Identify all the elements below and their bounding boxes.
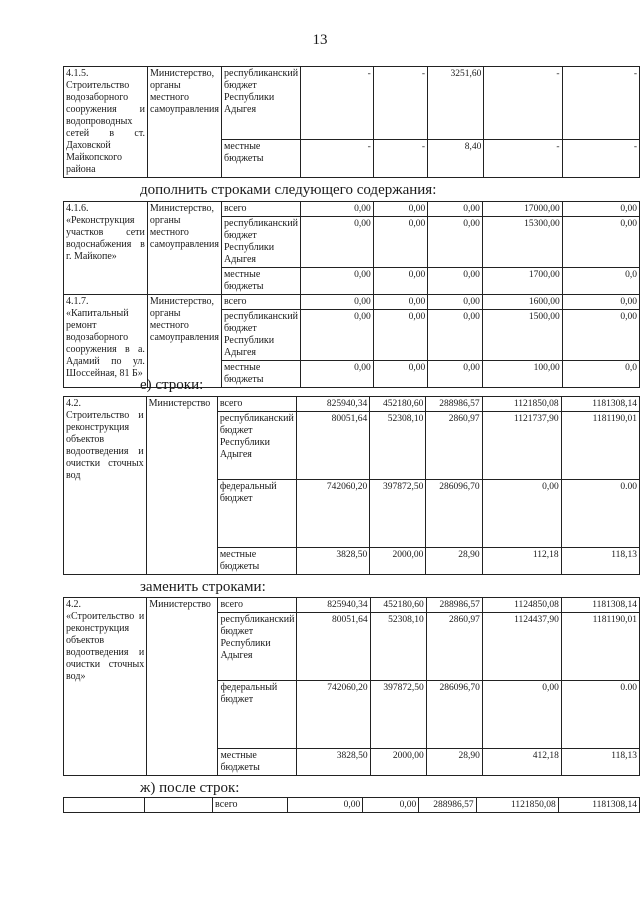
value-cell: 0,00: [301, 202, 374, 217]
value-cell: 52308,10: [370, 412, 426, 480]
empty-cell: [64, 798, 145, 813]
item-code-name: 4.2. Строительство и реконструкция объектов водоотведения и очистки сточных вод: [64, 397, 147, 575]
value-cell: -: [484, 140, 562, 178]
value-cell: 0.00: [561, 681, 639, 749]
value-cell: 1700,00: [482, 268, 562, 295]
value-cell: 286096,70: [426, 480, 482, 548]
value-cell: 0,00: [301, 295, 374, 310]
item-code-name: 4.2. «Строительство и реконструкция объектов водоотведения и очистки сточных вод»: [64, 598, 147, 776]
value-cell: -: [373, 67, 427, 140]
value-cell: 0.00: [561, 480, 639, 548]
value-cell: -: [562, 67, 639, 140]
value-cell: 1600,00: [482, 295, 562, 310]
funding-source: всего: [221, 295, 300, 310]
value-cell: 1124437,90: [482, 613, 561, 681]
heading-after-rows: ж) после строк:: [140, 780, 240, 796]
value-cell: 0,00: [428, 202, 483, 217]
value-cell: 0,00: [288, 798, 363, 813]
value-cell: -: [301, 140, 374, 178]
funding-source: республиканский бюджет Республики Адыгея: [221, 310, 300, 361]
value-cell: 0,00: [562, 295, 639, 310]
item-executor: Министерство: [147, 598, 218, 776]
funding-source: местные бюджеты: [217, 548, 296, 575]
value-cell: 28,90: [426, 749, 482, 776]
value-cell: 825940,34: [296, 397, 369, 412]
table-4-2-replacement: [63, 597, 640, 776]
value-cell: 1121850,08: [482, 397, 561, 412]
value-cell: 452180,60: [370, 598, 426, 613]
value-cell: 286096,70: [426, 681, 482, 749]
funding-source: всего: [213, 798, 288, 813]
page-number: 13: [312, 32, 328, 48]
value-cell: 0,00: [428, 295, 483, 310]
value-cell: -: [562, 140, 639, 178]
funding-source: местные бюджеты: [221, 361, 300, 388]
value-cell: 3828,50: [296, 548, 369, 575]
value-cell: -: [484, 67, 562, 140]
table-4-1-5: [63, 66, 640, 178]
value-cell: 118,13: [561, 548, 639, 575]
funding-source: всего: [221, 202, 300, 217]
value-cell: 1181308,14: [558, 798, 639, 813]
value-cell: 742060,20: [297, 681, 370, 749]
item-executor: Министерство, органы местного самоуправления: [147, 202, 221, 295]
value-cell: 0,00: [301, 310, 374, 361]
value-cell: 0,00: [428, 310, 483, 361]
value-cell: 1121737,90: [482, 412, 561, 480]
value-cell: 28,90: [426, 548, 482, 575]
funding-source: всего: [218, 598, 297, 613]
value-cell: 0,00: [301, 361, 374, 388]
item-executor: Министерство: [146, 397, 217, 575]
value-cell: 397872,50: [370, 681, 426, 749]
funding-source: республиканский бюджет Республики Адыгея: [218, 613, 297, 681]
value-cell: 118,13: [561, 749, 639, 776]
table-row: [64, 202, 640, 217]
value-cell: 1181190,01: [561, 613, 639, 681]
funding-source: республиканский бюджет Республики Адыгея: [222, 67, 301, 140]
value-cell: 0,00: [301, 217, 374, 268]
value-cell: 288986,57: [426, 598, 482, 613]
value-cell: 0,00: [482, 681, 561, 749]
heading-add-rows: дополнить строками следующего содержания:: [140, 182, 437, 198]
value-cell: 412,18: [482, 749, 561, 776]
value-cell: 1181308,14: [561, 598, 639, 613]
value-cell: 2000,00: [370, 548, 426, 575]
item-code-name: 4.1.7. «Капитальный ремонт водозаборного сооружения в а. Адамий по ул. Шоссейная, 81 Б»: [64, 295, 148, 388]
value-cell: 0,00: [363, 798, 419, 813]
funding-source: республиканский бюджет Республики Адыгея: [221, 217, 300, 268]
table-row: [64, 798, 640, 813]
heading-replace-rows: заменить строками:: [140, 579, 266, 595]
value-cell: -: [373, 140, 427, 178]
value-cell: 0,00: [373, 295, 428, 310]
value-cell: 0,00: [428, 217, 483, 268]
value-cell: 825940,34: [297, 598, 370, 613]
value-cell: 52308,10: [370, 613, 426, 681]
item-executor: Министерство, органы местного самоуправления: [147, 67, 221, 178]
table-row: [64, 67, 640, 140]
value-cell: 15300,00: [482, 217, 562, 268]
value-cell: 0,00: [373, 361, 428, 388]
value-cell: 0,0: [562, 361, 639, 388]
value-cell: 0,00: [562, 202, 639, 217]
value-cell: 112,18: [482, 548, 561, 575]
value-cell: 2860,97: [426, 412, 482, 480]
funding-source: местные бюджеты: [218, 749, 297, 776]
table-after-rows: [63, 797, 640, 813]
value-cell: 1121850,08: [476, 798, 558, 813]
value-cell: 1181190,01: [561, 412, 639, 480]
funding-source: республиканский бюджет Республики Адыгея: [217, 412, 296, 480]
table-row: [64, 397, 640, 412]
table-row: [64, 598, 640, 613]
value-cell: 1500,00: [482, 310, 562, 361]
value-cell: 80051,64: [297, 613, 370, 681]
value-cell: 2000,00: [370, 749, 426, 776]
funding-source: всего: [217, 397, 296, 412]
value-cell: 100,00: [482, 361, 562, 388]
heading-rows-e: е) строки:: [140, 377, 204, 393]
value-cell: 288986,57: [419, 798, 476, 813]
value-cell: -: [301, 67, 374, 140]
value-cell: 3251,60: [428, 67, 484, 140]
value-cell: 1124850,08: [482, 598, 561, 613]
value-cell: 3828,50: [297, 749, 370, 776]
value-cell: 2860,97: [426, 613, 482, 681]
value-cell: 0,00: [428, 268, 483, 295]
value-cell: 742060,20: [296, 480, 369, 548]
value-cell: 0,00: [562, 310, 639, 361]
value-cell: 1181308,14: [561, 397, 639, 412]
funding-source: федеральный бюджет: [217, 480, 296, 548]
value-cell: 17000,00: [482, 202, 562, 217]
item-executor: Министерство, органы местного самоуправления: [147, 295, 221, 388]
value-cell: 0,00: [562, 217, 639, 268]
funding-source: федеральный бюджет: [218, 681, 297, 749]
value-cell: 80051,64: [296, 412, 369, 480]
item-code-name: 4.1.6. «Реконструкция участков сети водоснабжения в г. Майкопе»: [64, 202, 148, 295]
value-cell: 0,00: [373, 217, 428, 268]
value-cell: 288986,57: [426, 397, 482, 412]
table-4-1-6-4-1-7: [63, 201, 640, 388]
value-cell: 0,0: [562, 268, 639, 295]
value-cell: 0,00: [428, 361, 483, 388]
funding-source: местные бюджеты: [221, 268, 300, 295]
value-cell: 0,00: [482, 480, 561, 548]
value-cell: 0,00: [373, 202, 428, 217]
value-cell: 0,00: [373, 268, 428, 295]
value-cell: 0,00: [301, 268, 374, 295]
table-4-2-original: [63, 396, 640, 575]
value-cell: 0,00: [373, 310, 428, 361]
table-row: [64, 295, 640, 310]
value-cell: 452180,60: [370, 397, 426, 412]
value-cell: 8,40: [428, 140, 484, 178]
value-cell: 397872,50: [370, 480, 426, 548]
item-code-name: 4.1.5. Строительство водозаборного сооружения и водопроводных сетей в ст. Даховской Майкопского района: [64, 67, 148, 178]
funding-source: местные бюджеты: [222, 140, 301, 178]
empty-cell: [144, 798, 212, 813]
